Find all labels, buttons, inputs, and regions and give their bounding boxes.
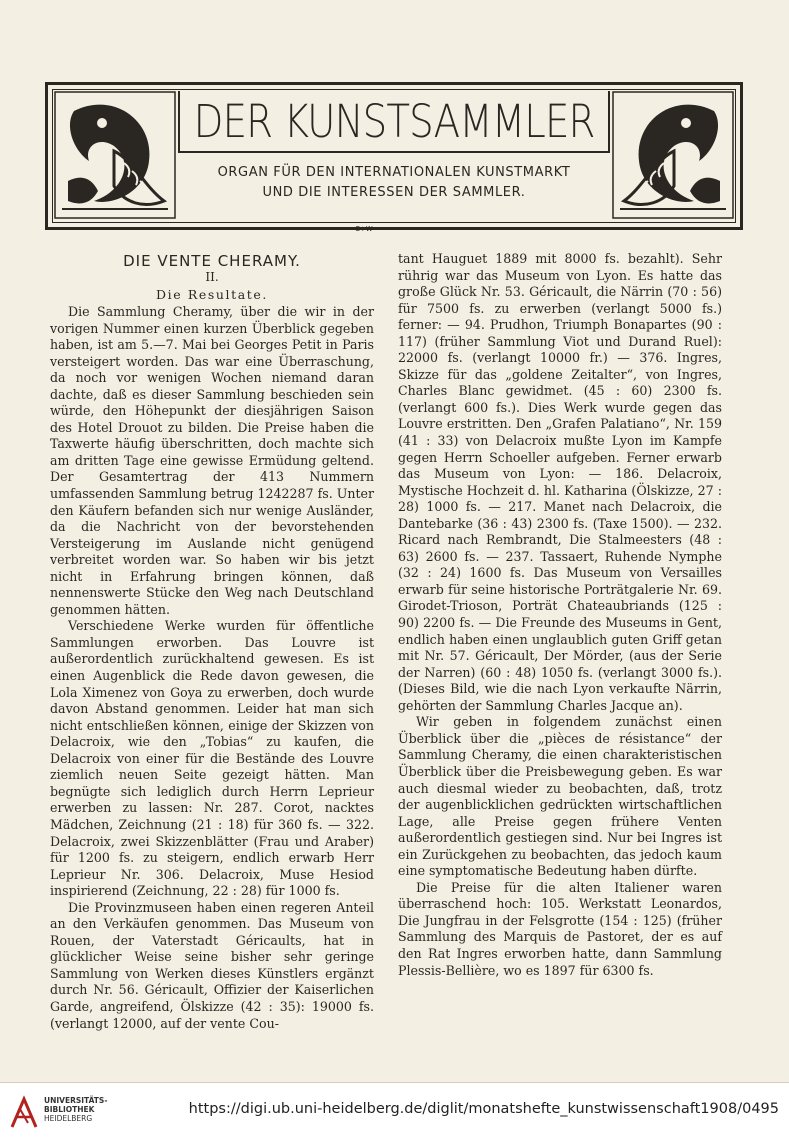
masthead-title-band	[178, 91, 610, 153]
article-subtitle: Die Resultate.	[156, 287, 268, 302]
paragraph: Die Provinzmuseen haben einen regeren Anteil an den Verkäufen genommen. Das Museum von Rouen, der Vaterstadt Géricaults, hat in glücklicher Weise seine bisher sehr geringe Sammlung von Werken dieses Künstlers ergänzt durch Nr. 56. Géricault, Offizier der Kaiserlichen Garde, angreifend, Ölskizze (42 : 35): 19000 fs. (verlangt 12000, auf der vente Cou-	[50, 899, 374, 1031]
article-title: DIE VENTE CHERAMY.	[123, 252, 301, 270]
left-column	[50, 252, 374, 1032]
paragraph: Die Preise für die alten Italiener waren überraschend hoch: 105. Werkstatt Leonardos, Die Jungfrau in der Felsgrotte (154 : 125) (früher Sammlung des Marquis de Pastoret, der es auf den Rat Ingres erworben hatte, dann Sammlung Plessis-Bellière, wo es 1897 für 6300 fs.	[398, 879, 722, 978]
paragraph: tant Hauguet 1889 mit 8000 fs. bezahlt). Sehr rührig war das Museum von Lyon. Es hatte das große Glück Nr. 53. Géricault, die Närrin (70 : 56) für 7500 fs. zu erwerben (verlangt 5000 fs.) ferner: — 94. Prudhon, Triumph Bonapartes (90 : 117) (früher Sammlung Viot und Durand Ruel): 22000 fs. (verlangt 10000 fr.) — 376. Ingres, Skizze für das „goldene Zeitalter“, von Ingres, Charles Blanc gewidmet. (45 : 60) 2300 fs. (verlangt 600 fs.). Dies Werk wurde gegen das Louvre erstritten. Den „Grafen Palatiano“, Nr. 159 (41 : 33) von Delacroix mußte Lyon im Kampfe gegen Herrn Schoeller aufgeben. Ferner erwarb das Museum von Lyon: — 186. Delacroix, Mystische Hochzeit d. hl. Katharina (Ölskizze, 27 : 28) 1000 fs. — 217. Manet nach Delacroix, die Dantebarke (36 : 43) 2300 fs. (Taxe 1500). — 232. Ricard nach Rembrandt, Die Stalmeesters (48 : 63) 2600 fs. — 237. Tassaert, Ruhende Nymphe (32 : 24) 1600 fs. Das Museum von Versailles erwarb für seine historische Porträtgalerie Nr. 69. Girodet-Trioson, Porträt Chateaubriands (125 : 90) 2200 fs. — Die Freunde des Museums in Gent, endlich haben einen unglaublich guten Griff getan mit Nr. 57. Géricault, Der Mörder, (aus der Serie der Narren) (60 : 48) 1050 fs. (verlangt 3000 fs.). (Dieses Bild, wie die nach Lyon verkaufte Närrin, gehörten der Sammlung Charles Jacque an).	[398, 251, 722, 713]
footer-bar	[0, 1082, 789, 1143]
source-url-link[interactable]: https://digi.ub.uni-heidelberg.de/diglit/monatshefte_kunstwissenschaft1908/0495	[188, 1101, 779, 1117]
library-line-1: UNIVERSITÄTS-	[44, 1096, 108, 1105]
university-library-logo-icon	[10, 1095, 38, 1129]
journal-title: DER KUNSTSAMMLER	[193, 94, 595, 148]
article-part: II.	[205, 270, 219, 284]
library-name	[44, 1096, 107, 1123]
paragraph: Wir geben in folgendem zunächst einen Überblick über die „pièces de résistance“ der Sammlung Cheramy, die einen charakteristischen Überblick über die Preisbewegung geben. Es war auch diesmal wieder zu beobachten, daß, trotz der augenblicklichen gedrückten wirtschaftlichen Lage, alle Preise gegen frühere Venten außerordentlich gestiegen sind. Nur bei Ingres ist ein Zurückgehen zu beobachten, das jedoch kaum eine symptomatische Bedeutung haben dürfte.	[398, 714, 722, 879]
library-line-2: BIBLIOTHEK	[44, 1105, 95, 1114]
paragraph: Die Sammlung Cheramy, über die wir in der vorigen Nummer einen kurzen Überblick gegeben haben, ist am 5.—7. Mai bei Georges Petit in Paris versteigert worden. Das war eine Überraschung, da noch vor wenigen Wochen niemand daran dachte, daß es dieser Sammlung beschieden sein würde, den Höhepunkt der diesjährigen Saison des Hotel Drouot zu bilden. Die Preise haben die Taxwerte häufig überschritten, doch machte sich am dritten Tage eine gewisse Ermüdung geltend. Der Gesamtertrag der 413 Nummern umfassenden Sammlung betrug 1242287 fs. Unter den Käufern befanden sich nur wenige Ausländer, da die Nachricht von der bevorstehenden Versteigerung im Auslande nicht genügend verbreitet worden war. So haben wir bis jetzt nicht in Erfahrung bringen können, daß nennenswerte Stücke den Weg nach Deutschland genommen hätten.	[50, 304, 374, 617]
bird-ornament-icon	[612, 91, 734, 219]
subtitle-line-1: ORGAN FÜR DEN INTERNATIONALEN KUNSTMARKT	[217, 165, 571, 180]
library-line-3: HEIDELBERG	[44, 1114, 93, 1123]
bird-ornament-icon	[54, 91, 176, 219]
artist-monogram: C+W	[355, 225, 373, 233]
masthead	[45, 82, 743, 230]
journal-subtitle	[178, 163, 610, 203]
paragraph: Verschiedene Werke wurden für öffentliche Sammlungen erworben. Das Louvre ist außerordentlich zurückhaltend gewesen. Es ist einen Augenblick die Rede davon gewesen, die Lola Ximenez von Goya zu erwerben, doch wurde davon Abstand genommen. Leider hat man sich nicht entschließen können, einige der Skizzen von Delacroix, wie den „Tobias“ zu kaufen, die Delacroix von einer für die Bestände des Louvre ziemlich neuen Seite gezeigt hätten. Man begnügte sich lediglich durch Herrn Leprieur erwerben zu lassen: Nr. 287. Corot, nacktes Mädchen, Zeichnung (21 : 18) für 360 fs. — 322. Delacroix, zwei Skizzenblätter (Frau und Araber) für 1200 fs. zu steigern, endlich erwarb Herr Leprieur Nr. 306. Delacroix, Muse Hesiod inspirierend (Zeichnung, 22 : 28) für 1000 fs.	[50, 618, 374, 899]
subtitle-line-2: UND DIE INTERESSEN DER SAMMLER.	[262, 185, 526, 200]
right-column	[398, 251, 722, 979]
